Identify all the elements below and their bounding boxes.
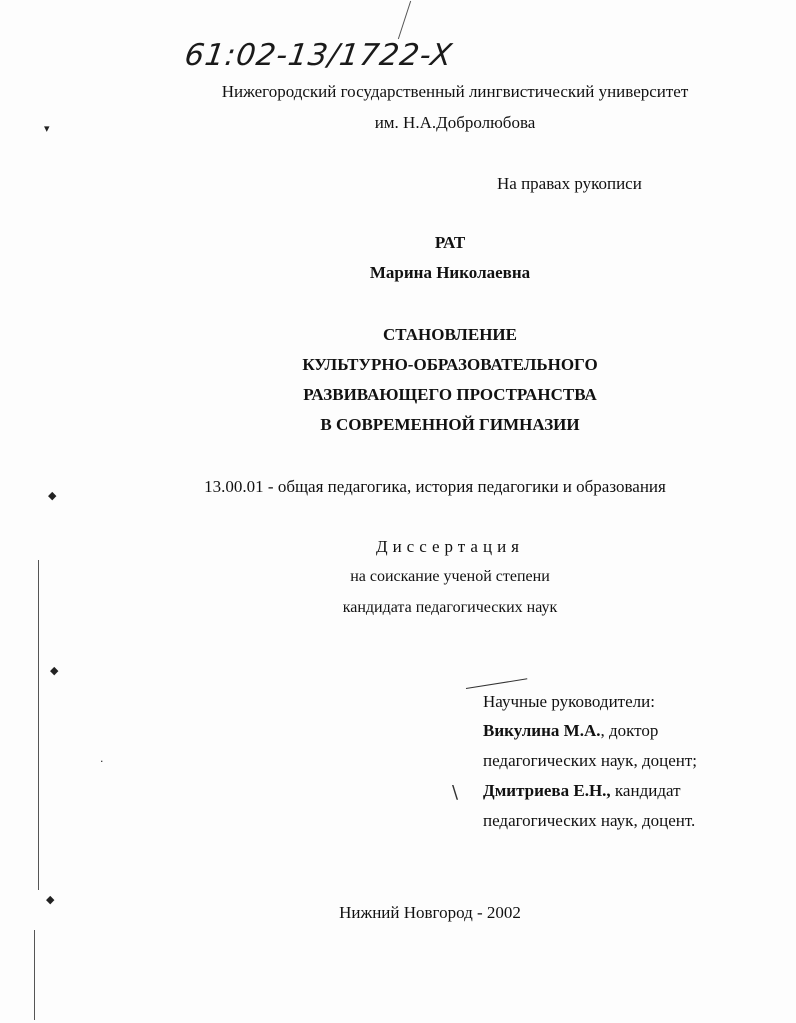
pen-stroke [466,678,527,689]
degree-line-1: на соискание ученой степени [350,568,550,585]
supervisor-1-role-cont: педагогических наук, доцент; [483,751,697,770]
left-margin-scan-line-lower [34,930,35,1020]
university-name: Нижегородский государственный лингвистический университет [221,82,689,101]
supervisors-heading: Научные руководители: [483,692,655,711]
top-center-scan-line [398,1,411,39]
supervisor-1-role: , доктор [600,721,659,740]
dissertation-label: Диссертация [375,537,524,556]
supervisor-2-role-cont: педагогических наук, доцент. [483,811,696,830]
author-name: Марина Николаевна [369,263,531,282]
city-year: Нижний Новгород - 2002 [339,903,521,922]
margin-dot: · [100,755,104,768]
pencil-tick: \ [452,782,459,803]
university-named-after: им. Н.А.Добролюбова [374,113,536,132]
degree-line-2: кандидата педагогических наук [342,599,558,616]
supervisor-2-role: кандидат [610,781,681,800]
margin-mark: ▾ [44,122,50,135]
margin-mark: ◆ [50,664,59,677]
title-line: КУЛЬТУРНО-ОБРАЗОВАТЕЛЬНОГО [302,355,598,374]
supervisor-2 [483,781,681,801]
supervisor-1-name: Викулина М.А. [483,721,601,740]
title-line: СТАНОВЛЕНИЕ [383,325,517,344]
handwritten-catalog-number: 61:02-13/1722-X [182,38,455,73]
supervisor-2-name: Дмитриева Е.Н., [483,781,611,800]
margin-mark: ◆ [48,489,57,502]
specialty-code: 13.00.01 - общая педагогика, история педагогики и образования [204,477,666,496]
title-line: В СОВРЕМЕННОЙ ГИМНАЗИИ [320,415,580,434]
rights-notice: На правах рукописи [497,174,642,193]
supervisor-1 [483,721,658,741]
margin-mark: ◆ [46,893,55,906]
title-line: РАЗВИВАЮЩЕГО ПРОСТРАНСТВА [303,385,597,404]
author-surname: РАТ [434,233,466,252]
